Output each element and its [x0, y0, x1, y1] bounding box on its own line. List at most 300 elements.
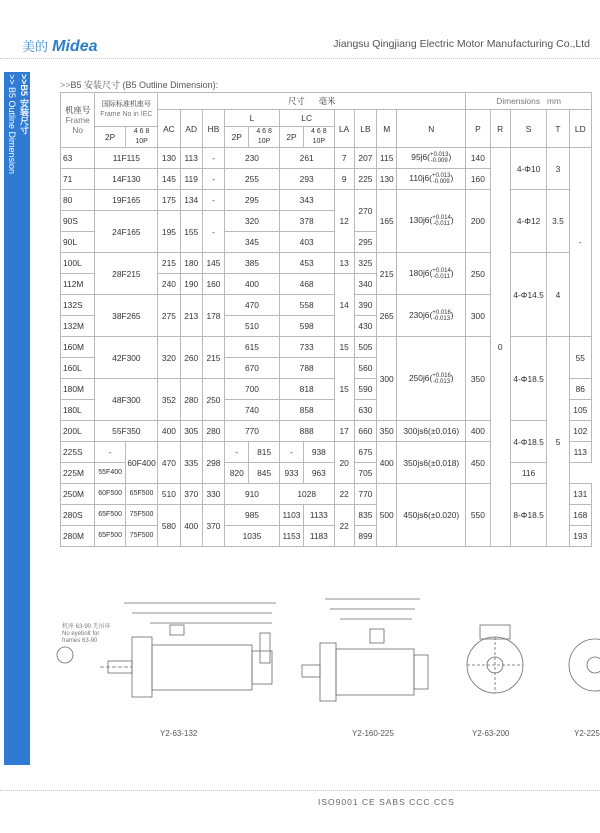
n-tol-lower: -0.009 — [430, 158, 448, 164]
cell-l: 700 — [225, 379, 280, 400]
cell-t: 5 — [547, 337, 569, 547]
subcol-lc-4-10p — [304, 127, 334, 148]
cell-ad: 335 — [180, 442, 202, 484]
header-dim-en: Dimensions — [496, 96, 541, 106]
cell-frame: 180L — [61, 400, 95, 421]
drawing-y2-160-225 — [302, 599, 428, 701]
cell-iec: 42F300 — [95, 337, 158, 379]
cell-l: 670 — [225, 358, 280, 379]
cell-p: 200 — [466, 190, 490, 253]
cell-ac: 275 — [158, 295, 180, 337]
cell-frame: 180M — [61, 379, 95, 400]
cell-ld: - — [569, 148, 591, 337]
cell-la: 12 — [334, 190, 354, 253]
n-tolerance — [430, 152, 449, 164]
cell-l: 320 — [225, 211, 280, 232]
cell-iec-2p: 55F400 — [95, 463, 125, 484]
cell-l: 400 — [225, 274, 280, 295]
cell-lb: 340 — [354, 274, 376, 295]
cell-lb: 675 — [354, 442, 376, 463]
cell-l-4p: 845 — [249, 463, 279, 484]
n-value: 130j6 — [408, 215, 430, 226]
cell-n: 110j6(+0.013 -0.009) — [397, 169, 466, 190]
cell-hb: 178 — [202, 295, 224, 337]
cell-iec-4p: 75F500 — [125, 505, 157, 526]
cell-ld: 168 — [569, 505, 591, 526]
caption-drawing-4: Y2-225 — [574, 729, 600, 738]
header-iec-cn: 国际标准机座号 — [101, 100, 151, 108]
cell-hb: - — [202, 211, 224, 253]
cell-l-2p: - — [225, 442, 249, 463]
header-frame-cn: 机座号 — [65, 105, 91, 115]
n-tol-lower: -0.013 — [433, 315, 451, 322]
cell-lc: 1028 — [279, 484, 334, 505]
header-frame-en1: Frame — [65, 115, 90, 125]
cell-hb: 145 — [202, 253, 224, 274]
cell-l: 510 — [225, 316, 280, 337]
cell-n: 450js6(±0.020) — [397, 484, 466, 547]
n-tolerance: ±0.020 — [430, 510, 457, 520]
eyebolt — [370, 629, 384, 643]
cell-lc: 558 — [279, 295, 334, 316]
col-s: S — [510, 110, 546, 148]
cell-ac: 240 — [158, 274, 180, 295]
header-unit-cn: 毫米 — [318, 96, 336, 106]
eyebolt-note-en1: No eyebolt for — [62, 631, 100, 637]
cell-frame: 63 — [61, 148, 95, 169]
cell-frame: 280S — [61, 505, 95, 526]
caption-drawing-2: Y2-160-225 — [352, 729, 394, 738]
n-tol-upper: +0.013 — [431, 173, 451, 179]
cell-lc-4p: 1133 — [304, 505, 334, 526]
cell-t: 3 — [547, 148, 569, 190]
n-tolerance: ±0.016 — [430, 426, 457, 436]
cell-ac: 175 — [158, 190, 180, 211]
header-size — [158, 93, 466, 110]
cell-hb: 370 — [202, 505, 224, 547]
cell-m: 215 — [377, 253, 397, 295]
section-title-cn: B5 安装尺寸 — [70, 80, 121, 90]
col-p: P — [466, 110, 490, 148]
table-row — [61, 337, 592, 358]
cell-lc: 888 — [279, 421, 334, 442]
cell-lc: 261 — [279, 148, 334, 169]
cell-iec: 24F165 — [95, 211, 158, 253]
cell-ad: 305 — [180, 421, 202, 442]
cell-ad: 119 — [180, 169, 202, 190]
cell-hb: 160 — [202, 274, 224, 295]
header-iec — [95, 93, 158, 127]
n-tol-lower: -0.011 — [433, 273, 450, 280]
cell-ad: 370 — [180, 484, 202, 505]
cell-frame: 200L — [61, 421, 95, 442]
n-value: 180j6 — [408, 267, 430, 278]
cell-s: 4-Φ18.5 — [510, 421, 546, 463]
cell-l: 740 — [225, 400, 280, 421]
flange — [320, 643, 336, 701]
cell-ac: 195 — [158, 211, 180, 253]
cell-l: 1035 — [225, 526, 280, 547]
cell-lb: 207 — [354, 148, 376, 169]
cell-ad: 260 — [180, 337, 202, 379]
col-hb: HB — [202, 110, 224, 148]
section-title-en: (B5 Outline Dimension): — [122, 80, 219, 90]
col-lc: LC — [279, 110, 334, 127]
cell-la: 22 — [334, 505, 354, 547]
cell-ac: 352 — [158, 379, 180, 421]
cell-l: 770 — [225, 421, 280, 442]
cell-la: 9 — [334, 169, 354, 190]
table-row — [61, 148, 592, 169]
cell-l: 295 — [225, 190, 280, 211]
table-row — [61, 190, 592, 211]
subcol-lc-2p: 2P — [279, 127, 303, 148]
motor-body — [336, 649, 414, 695]
drawing-y2-225 — [569, 639, 600, 691]
cell-lc: 453 — [279, 253, 334, 274]
cell-l: 470 — [225, 295, 280, 316]
cell-m: 115 — [377, 148, 397, 169]
cell-lb: 505 — [354, 337, 376, 358]
cell-ac: 400 — [158, 421, 180, 442]
cell-p: 400 — [466, 421, 490, 442]
cell-lc: 293 — [279, 169, 334, 190]
cell-p: 450 — [466, 442, 490, 484]
cell-s: 8-Φ18.5 — [510, 484, 546, 547]
cell-t: 3.5 — [547, 190, 569, 253]
eyebolt-note-cn: 机座 63-90 无吊环 — [62, 624, 111, 630]
cell-iec: 48F300 — [95, 379, 158, 421]
cell-lc: 468 — [279, 274, 334, 295]
cell-frame: 250M — [61, 484, 95, 505]
cell-frame: 71 — [61, 169, 95, 190]
subcol-iec-4-10p — [125, 127, 157, 148]
cell-lc-4p: 963 — [304, 463, 334, 484]
eyebolt-note — [62, 624, 111, 645]
cell-lc-4p: 1183 — [304, 526, 334, 547]
cell-n: 95j6(+0.013 -0.009) — [397, 148, 466, 169]
cell-ad: 280 — [180, 379, 202, 421]
section-prefix: >> — [60, 80, 71, 90]
n-tol-lower: -0.011 — [433, 221, 450, 227]
n-tol-upper: +0.014 — [432, 215, 451, 221]
cell-ad: 400 — [180, 505, 202, 547]
cell-la: 17 — [334, 421, 354, 442]
cell-iec: 55F350 — [95, 421, 158, 442]
cell-ac: 470 — [158, 442, 180, 484]
n-tolerance — [432, 310, 451, 322]
cell-lc: 378 — [279, 211, 334, 232]
table-row — [61, 421, 592, 442]
cell-l: 255 — [225, 169, 280, 190]
cell-la: 7 — [334, 148, 354, 169]
cell-iec-4p: 65F500 — [125, 484, 157, 505]
subcol-l-4-10p — [249, 127, 279, 148]
cell-l: 910 — [225, 484, 280, 505]
cell-lc: 598 — [279, 316, 334, 337]
subcol-iec-2p: 2P — [95, 127, 125, 148]
certifications: ISO9001 CE SABS CCC CCS — [318, 797, 455, 807]
outline-drawings — [40, 585, 600, 735]
cell-l: 985 — [225, 505, 280, 526]
cell-iec-2p: 65F500 — [95, 505, 125, 526]
header-frame-en2: No — [72, 125, 84, 135]
cell-lb: 660 — [354, 421, 376, 442]
company-name: Jiangsu Qingjiang Electric Motor Manufacturing Co.,Ltd — [333, 38, 590, 50]
cell-lc-2p: - — [279, 442, 303, 463]
logo-cn: 美的 — [22, 40, 49, 55]
n-value: 95j6 — [411, 152, 428, 163]
cell-la: 15 — [334, 337, 354, 358]
n-value: 110j6 — [409, 173, 430, 184]
cell-iec-2p: - — [95, 442, 125, 463]
cell-l: 615 — [225, 337, 280, 358]
cell-ad: 180 — [180, 253, 202, 274]
midea-logo — [22, 36, 98, 56]
caption-drawing-3: Y2-63-200 — [472, 729, 510, 738]
col-n: N — [397, 110, 466, 148]
cell-lb: 270 — [354, 190, 376, 232]
cell-frame: 160L — [61, 358, 95, 379]
cell-l-2p: 820 — [225, 463, 249, 484]
cell-p: 550 — [466, 484, 490, 547]
subcol-lc-10p: 10P — [312, 138, 326, 145]
cell-r: 0 — [490, 148, 510, 547]
cell-s: 4-Φ12 — [510, 190, 546, 253]
cell-p: 160 — [466, 169, 490, 190]
logo-brand: Midea — [52, 38, 98, 55]
table-row — [61, 484, 592, 505]
cell-hb: - — [202, 190, 224, 211]
cell-lb: 430 — [354, 316, 376, 337]
cell-ld: 116 — [510, 463, 546, 484]
n-tolerance — [432, 373, 451, 385]
n-value: 250j6 — [408, 372, 430, 383]
subcol-lc-468: 4 6 8 — [311, 128, 327, 135]
cell-iec: 11F115 — [95, 148, 158, 169]
cell-lc-2p: 1103 — [279, 505, 303, 526]
cell-ld: 55 — [569, 337, 591, 379]
cell-lc: 788 — [279, 358, 334, 379]
header-unit-en: mm — [547, 96, 561, 106]
cell-lc-2p: 1153 — [279, 526, 303, 547]
fan-cover — [414, 655, 428, 689]
cell-lb: 590 — [354, 379, 376, 400]
cell-lb: 295 — [354, 232, 376, 253]
cell-iec: 38F265 — [95, 295, 158, 337]
sidebar-line-en: >> B5 Outline Dimension — [7, 74, 17, 175]
cell-ld: 105 — [569, 400, 591, 421]
cell-hb: 280 — [202, 421, 224, 442]
cell-m: 500 — [377, 484, 397, 547]
header-dimensions — [466, 93, 592, 110]
eyebolt-note-en2: frames 63-90 — [62, 638, 98, 644]
cell-ad: 155 — [180, 211, 202, 253]
n-value: 350js6 — [403, 457, 429, 468]
cell-lb: 705 — [354, 463, 376, 484]
header-divider — [0, 58, 600, 59]
col-ld: LD — [569, 110, 591, 148]
cell-p: 250 — [466, 253, 490, 295]
cell-lc-4p: 938 — [304, 442, 334, 463]
n-tol-lower: -0.009 — [432, 179, 450, 185]
cell-hb: 215 — [202, 337, 224, 379]
cell-lc: 403 — [279, 232, 334, 253]
cell-m: 165 — [377, 190, 397, 253]
col-r: R — [490, 110, 510, 148]
cell-la: 20 — [334, 442, 354, 484]
cell-hb: 298 — [202, 442, 224, 484]
cell-lb: 899 — [354, 526, 376, 547]
cell-ad: 113 — [180, 148, 202, 169]
cell-iec-2p: 60F500 — [95, 484, 125, 505]
cell-ld: 102 — [569, 421, 591, 442]
cell-hb: - — [202, 169, 224, 190]
shaft-hole — [587, 657, 600, 673]
cell-n: 300js6(±0.016) — [397, 421, 466, 442]
cell-frame: 132M — [61, 316, 95, 337]
cell-p: 140 — [466, 148, 490, 169]
cell-n: 250j6(+0.016 -0.013) — [397, 337, 466, 421]
n-value: 300js6 — [403, 426, 429, 436]
cell-lb: 630 — [354, 400, 376, 421]
n-value: 230j6 — [408, 309, 430, 320]
cell-s: 4-Φ14.5 — [510, 253, 546, 337]
cell-la: 15 — [334, 358, 354, 421]
cell-lb: 835 — [354, 505, 376, 526]
shaft — [302, 665, 320, 677]
header-frame — [61, 93, 95, 148]
col-l: L — [225, 110, 280, 127]
cell-iec-2p: 65F500 — [95, 526, 125, 547]
side-view-key — [260, 633, 270, 663]
cell-s: 4-Φ18.5 — [510, 337, 546, 421]
cell-frame: 90L — [61, 232, 95, 253]
flange-face — [569, 639, 600, 691]
cell-l-4p: 815 — [249, 442, 279, 463]
cell-n: 180j6(+0.014 -0.011) — [397, 253, 466, 295]
table-row — [61, 253, 592, 274]
cell-s: 4-Φ10 — [510, 148, 546, 190]
col-la: LA — [334, 110, 354, 148]
cell-ac: 215 — [158, 253, 180, 274]
cell-m: 350 — [377, 421, 397, 442]
cell-hb: - — [202, 148, 224, 169]
cell-lb: 560 — [354, 358, 376, 379]
subcol-l-2p: 2P — [225, 127, 249, 148]
cell-m: 130 — [377, 169, 397, 190]
cell-lc-2p: 933 — [279, 463, 303, 484]
cell-l: 385 — [225, 253, 280, 274]
cell-ad: 134 — [180, 190, 202, 211]
cell-frame: 160M — [61, 337, 95, 358]
cell-lc: 858 — [279, 400, 334, 421]
dimension-table — [60, 92, 592, 547]
cell-frame: 280M — [61, 526, 95, 547]
footer-divider — [0, 790, 600, 791]
cell-ac: 320 — [158, 337, 180, 379]
section-title — [60, 78, 218, 91]
cell-lc: 343 — [279, 190, 334, 211]
eyebolt — [170, 625, 184, 635]
cell-frame: 100L — [61, 253, 95, 274]
cell-ld: 193 — [569, 526, 591, 547]
cell-frame: 132S — [61, 295, 95, 316]
cell-ac: 130 — [158, 148, 180, 169]
cell-lb: 390 — [354, 295, 376, 316]
cell-ac: 145 — [158, 169, 180, 190]
cell-ac: 510 — [158, 484, 180, 505]
drawing-y2-63-200 — [467, 625, 523, 693]
n-tol-upper: +0.013 — [429, 152, 449, 158]
sidebar-label — [4, 74, 30, 274]
n-tol-upper: +0.016 — [432, 309, 451, 316]
cell-l: 345 — [225, 232, 280, 253]
page-header — [0, 0, 600, 62]
subcol-iec-10p: 10P — [135, 138, 148, 145]
drawing-y2-63-132 — [57, 603, 276, 697]
col-ac: AC — [158, 110, 180, 148]
cell-p: 300 — [466, 295, 490, 337]
cell-n: 230j6(+0.016 -0.013) — [397, 295, 466, 337]
cell-hb: 330 — [202, 484, 224, 505]
cell-iec-4p: 75F500 — [125, 526, 157, 547]
cell-ac: 580 — [158, 505, 180, 547]
cell-n: 130j6(+0.014 -0.011) — [397, 190, 466, 253]
header-iec-en: Frame No in IEC — [100, 110, 153, 118]
cell-ld: 86 — [569, 379, 591, 400]
cell-n: 350js6(±0.018) — [397, 442, 466, 484]
col-m: M — [377, 110, 397, 148]
subcol-l-10p: 10P — [257, 138, 271, 145]
n-tolerance: ±0.018 — [430, 457, 457, 468]
n-value: 450js6 — [403, 510, 429, 520]
cell-la: 22 — [334, 484, 354, 505]
cell-lb: 770 — [354, 484, 376, 505]
col-lb: LB — [354, 110, 376, 148]
sidebar-line-cn: >>B5 安装尺寸 — [19, 74, 29, 135]
cell-iec: 19F165 — [95, 190, 158, 211]
n-tol-upper: +0.016 — [432, 372, 451, 379]
cell-la: 13 — [334, 253, 354, 274]
cell-iec: 14F130 — [95, 169, 158, 190]
n-tol-upper: +0.014 — [432, 267, 451, 274]
caption-drawing-1: Y2-63-132 — [160, 729, 198, 738]
cell-frame: 225S — [61, 442, 95, 463]
cell-frame: 225M — [61, 463, 95, 484]
n-tol-lower: -0.013 — [433, 378, 451, 385]
cell-frame: 80 — [61, 190, 95, 211]
cell-frame: 112M — [61, 274, 95, 295]
cell-m: 265 — [377, 295, 397, 337]
shaft-end-view — [57, 647, 73, 663]
cell-l: 230 — [225, 148, 280, 169]
cell-ad: 190 — [180, 274, 202, 295]
motor-body — [152, 645, 252, 690]
cell-lb: 325 — [354, 253, 376, 274]
header-size-cn: 尺寸 — [288, 96, 305, 106]
subcol-iec-468: 4 6 8 — [133, 128, 150, 135]
cell-m: 400 — [377, 442, 397, 484]
flange — [132, 637, 152, 697]
cell-ld: 131 — [569, 484, 591, 505]
cell-frame: 90S — [61, 211, 95, 232]
cell-la: 14 — [334, 274, 354, 337]
n-tolerance — [432, 268, 451, 280]
n-tolerance — [432, 173, 451, 185]
cell-iec-4p: 60F400 — [125, 442, 157, 484]
col-ad: AD — [180, 110, 202, 148]
